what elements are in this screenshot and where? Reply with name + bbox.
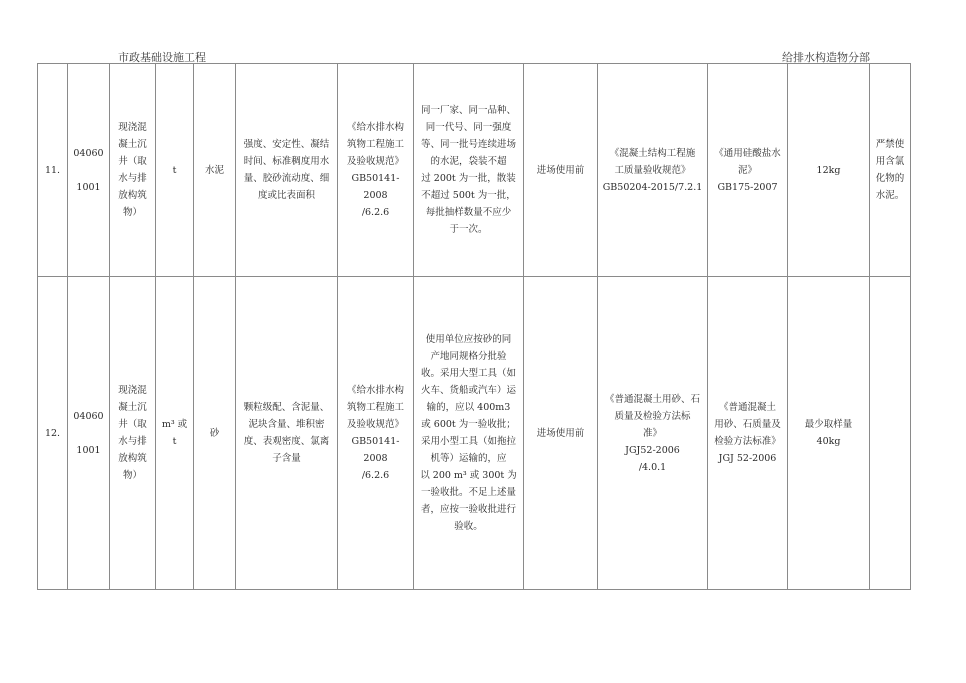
remark-cell: 严禁使 用含氯 化物的 水泥。	[870, 64, 911, 277]
product-standard-cell: 《通用硅酸盐水 泥》 GB175-2007	[708, 64, 788, 277]
quality-spec-cell: 《混凝土结构工程施 工质量验收规范》 GB50204-2015/7.2.1	[598, 64, 708, 277]
location-cell: 现浇混 凝土沉 井（取 水与排 放构筑 物）	[110, 277, 156, 590]
project-code: 04060 1001	[68, 277, 110, 590]
table-row	[38, 277, 911, 590]
unit-cell: m³ 或 t	[156, 277, 194, 590]
row-index: 11.	[38, 64, 68, 277]
header-left-title: 市政基础设施工程	[118, 51, 206, 64]
project-code: 04060 1001	[68, 64, 110, 277]
location-cell: 现浇混 凝土沉 井（取 水与排 放构筑 物）	[110, 64, 156, 277]
acceptance-spec-cell: 《给水排水构 筑物工程施工 及验收规范》 GB50141-2008 /6.2.6	[338, 277, 414, 590]
inspection-table	[37, 63, 911, 590]
header-right-title: 给排水构造物分部	[782, 51, 870, 64]
material-cell: 砂	[194, 277, 236, 590]
sample-quantity-cell: 最少取样量 40kg	[788, 277, 870, 590]
sample-quantity-cell: 12kg	[788, 64, 870, 277]
remark-cell	[870, 277, 911, 590]
table-row	[38, 64, 911, 277]
row-index: 12.	[38, 277, 68, 590]
timing-cell: 进场使用前	[524, 277, 598, 590]
acceptance-spec-cell: 《给水排水构 筑物工程施工 及验收规范》 GB50141-2008 /6.2.6	[338, 64, 414, 277]
product-standard-cell: 《普通混凝土 用砂、石质量及 检验方法标准》 JGJ 52-2006	[708, 277, 788, 590]
material-cell: 水泥	[194, 64, 236, 277]
quality-spec-cell: 《普通混凝土用砂、石 质量及检验方法标 准》 JGJ52-2006 /4.0.1	[598, 277, 708, 590]
batch-rule-cell: 使用单位应按砂的同 产地同规格分批验 收。采用大型工具（如 火车、货船或汽车）运 输的，应以 400m3 或 600t 为一验收批； 采用小型工具（如拖拉 机等）运输的，应 以 200 m³ 或 300t 为 一验收批。不足上述量 者，应按一验收批进行 验收。	[414, 277, 524, 590]
test-items-cell: 颗粒级配、含泥量、 泥块含量、堆积密 度、表观密度、氯离 子含量	[236, 277, 338, 590]
test-items-cell: 强度、安定性、凝结 时间、标准稠度用水 量、胶砂流动度、细 度或比表面积	[236, 64, 338, 277]
unit-cell: t	[156, 64, 194, 277]
batch-rule-cell: 同一厂家、同一品种、 同一代号、同一强度 等、同一批号连续进场 的水泥，袋装不超 过 200t 为一批，散装 不超过 500t 为一批， 每批抽样数量不应少 于一次。	[414, 64, 524, 277]
timing-cell: 进场使用前	[524, 64, 598, 277]
